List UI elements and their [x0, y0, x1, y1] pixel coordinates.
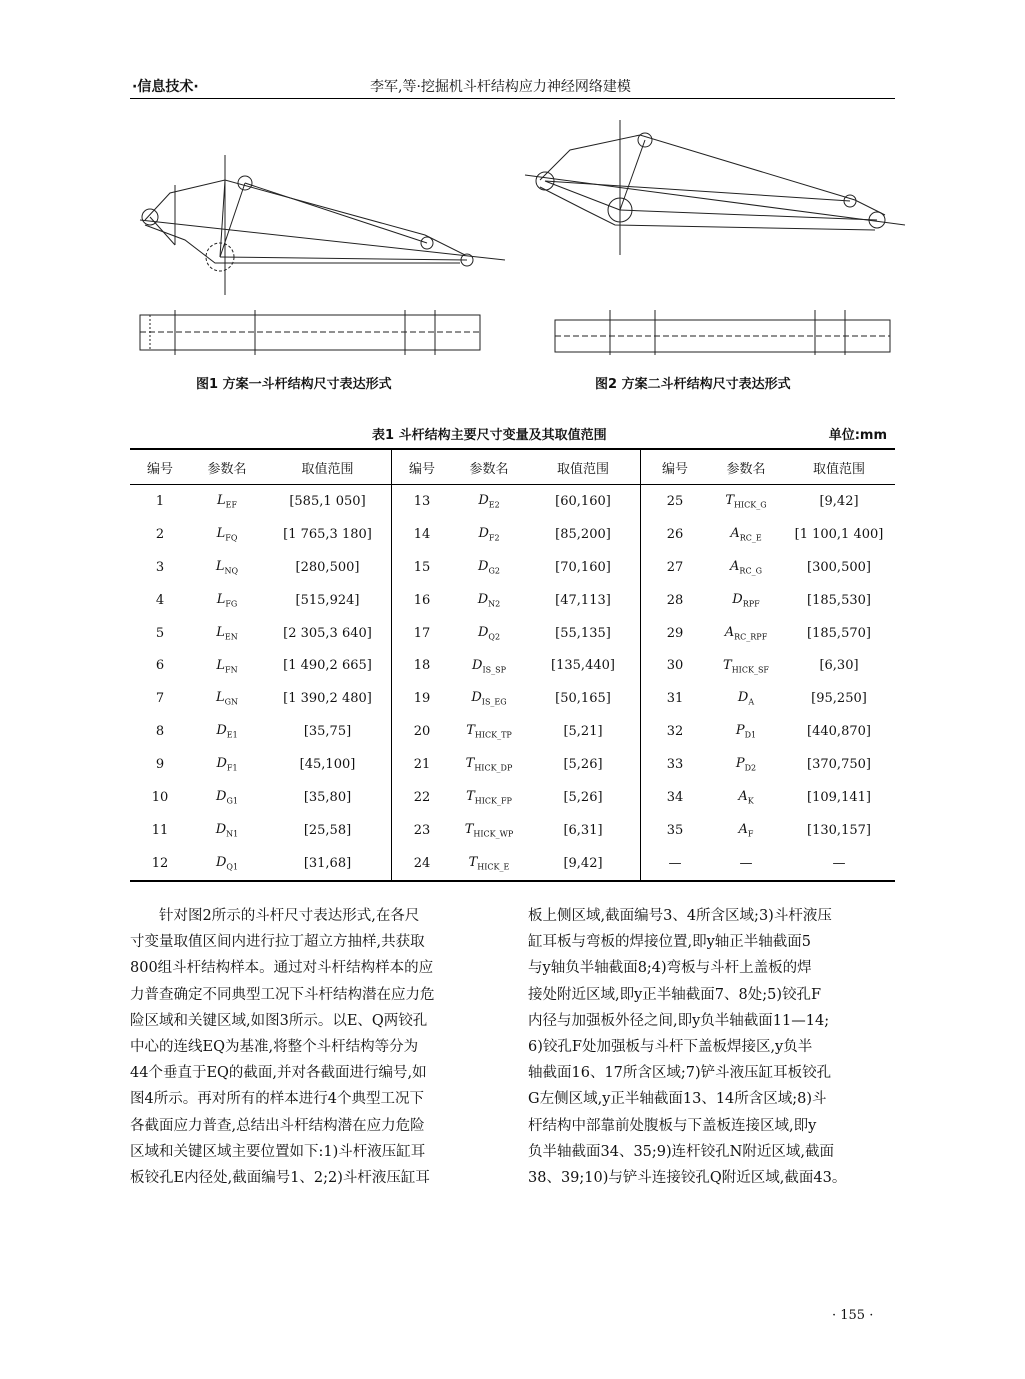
cell-parameter	[452, 649, 526, 682]
cell-range: [185,570]	[807, 625, 871, 641]
cell-parameter	[452, 518, 526, 551]
parameter-subscript: F	[747, 829, 754, 839]
parameter-symbol: T	[464, 822, 474, 838]
parameter-symbol: D	[477, 624, 489, 640]
cell-number: 25	[666, 493, 684, 509]
parameter-subscript: IS_SP	[482, 665, 506, 675]
text-line: 杆结构中部靠前处腹板与下盖板连接区域,即y	[528, 1117, 817, 1134]
parameter-subscript: HICK_SF	[731, 665, 769, 675]
cell-range: [185,530]	[807, 592, 871, 608]
cell-number: 33	[666, 757, 684, 773]
text-line: 800组斗杆结构样本。通过对斗杆结构样本的应	[130, 960, 434, 977]
text-line: 针对图2所示的斗杆尺寸表达形式,在各尺	[159, 908, 420, 924]
table-row	[130, 617, 895, 650]
parameter-symbol: L	[216, 526, 226, 542]
figure-1-caption: 图1 方案一斗杆结构尺寸表达形式	[196, 377, 392, 392]
parameter-symbol: A	[724, 624, 735, 640]
parameter-subscript: HICK_G	[734, 500, 767, 510]
parameter-subscript: IS_EG	[481, 698, 507, 708]
parameter-subscript: EF	[225, 500, 238, 510]
figure-2-drawing	[515, 115, 910, 360]
table-row	[130, 781, 895, 814]
parameter-subscript: F2	[488, 533, 500, 543]
parameter-symbol: D	[216, 723, 227, 739]
text-line: 区域和关键区域主要位置如下:1)斗杆液压缸耳	[130, 1143, 426, 1160]
col-header: 参数名	[452, 449, 526, 485]
cell-range: [55,135]	[526, 617, 641, 650]
cell-parameter	[709, 649, 783, 682]
table-row	[130, 847, 895, 881]
cell-range: [47,113]	[526, 584, 641, 617]
cell-number: 19	[413, 691, 431, 707]
body-right-column	[528, 903, 896, 1191]
table-row	[130, 814, 895, 847]
table-row	[130, 682, 895, 715]
text-line: 与y轴负半轴截面8;4)弯板与斗杆上盖板的焊	[528, 960, 812, 977]
parameter-symbol: —	[739, 855, 753, 871]
cell-range: [280,500]	[264, 551, 392, 584]
cell-number: 11	[151, 822, 169, 838]
text-line: 图4所示。再对所有的样本进行4个典型工况下	[130, 1091, 424, 1108]
cell-range: [370,750]	[807, 757, 871, 773]
cell-number: 21	[413, 757, 431, 773]
parameter-subscript: N1	[226, 829, 239, 839]
parameter-subscript: F1	[226, 763, 238, 773]
cell-parameter	[190, 715, 264, 748]
cell-range: [130,157]	[807, 822, 871, 838]
parameter-symbol: L	[215, 558, 225, 574]
cell-number: 20	[413, 724, 431, 740]
cell-range: [1 390,2 480]	[264, 682, 392, 715]
cell-number: 8	[155, 724, 165, 740]
cell-range: [1 490,2 665]	[264, 649, 392, 682]
cell-number: 12	[130, 847, 190, 881]
cell-range: [5,21]	[526, 715, 641, 748]
parameter-symbol: L	[216, 493, 226, 509]
parameter-subscript: E1	[226, 730, 238, 740]
cell-parameter	[709, 518, 783, 551]
header-rule	[130, 98, 895, 99]
parameter-subscript: EN	[224, 632, 238, 642]
cell-parameter	[452, 584, 526, 617]
cell-number: 16	[413, 592, 431, 608]
parameter-symbol: T	[465, 756, 475, 772]
table-row	[130, 649, 895, 682]
cell-number: 7	[155, 691, 165, 707]
cell-range: [9,42]	[819, 493, 859, 509]
parameter-symbol: L	[216, 591, 226, 607]
parameter-subscript: RPF	[742, 599, 760, 609]
journal-section: ·信息技术·	[132, 79, 199, 95]
table-row	[130, 551, 895, 584]
parameter-symbol: P	[735, 756, 745, 772]
col-header: 取值范围	[526, 449, 641, 485]
cell-number: 24	[392, 847, 453, 881]
cell-range: [515,924]	[264, 584, 392, 617]
figure-2-caption: 图2 方案二斗杆结构尺寸表达形式	[595, 377, 791, 392]
cell-parameter	[190, 518, 264, 551]
cell-range: [45,100]	[264, 748, 392, 781]
cell-number: 27	[666, 559, 684, 575]
parameter-subscript: G2	[488, 566, 500, 576]
parameter-symbol: D	[216, 756, 227, 772]
cell-range: [5,26]	[526, 748, 641, 781]
cell-parameter	[452, 551, 526, 584]
cell-range: [6,31]	[526, 814, 641, 847]
parameter-symbol: T	[468, 854, 478, 870]
parameter-symbol: D	[216, 789, 227, 805]
cell-range: [109,141]	[807, 789, 871, 805]
text-line: G左侧区域,y正半轴截面13、14所含区域;8)斗	[528, 1091, 827, 1108]
parameter-subscript: RC_RPF	[734, 632, 768, 642]
page-number: · 155 ·	[832, 1308, 874, 1323]
parameter-subscript: FN	[225, 665, 238, 675]
table-row	[130, 715, 895, 748]
cell-number: 30	[666, 658, 684, 674]
cell-parameter	[190, 617, 264, 650]
col-header: 参数名	[709, 449, 783, 485]
cell-parameter	[190, 814, 264, 847]
table-body	[130, 485, 895, 881]
text-line: 板铰孔E内径处,截面编号1、2;2)斗杆液压缸耳	[130, 1170, 430, 1187]
cell-range: [60,160]	[526, 485, 641, 518]
cell-range: [35,75]	[264, 715, 392, 748]
running-title: 李军,等·挖掘机斗杆结构应力神经网络建模	[370, 79, 631, 95]
parameter-symbol: T	[466, 723, 475, 739]
table-header-row	[130, 449, 895, 485]
cell-number: 4	[155, 592, 165, 608]
cell-parameter	[452, 485, 526, 518]
cell-parameter	[709, 814, 783, 847]
cell-number: 26	[666, 526, 684, 542]
cell-range: [2 305,3 640]	[264, 617, 392, 650]
cell-range: —	[783, 847, 895, 881]
cell-number: 1	[155, 493, 165, 509]
parameter-symbol: D	[732, 591, 743, 607]
parameter-subscript: FQ	[225, 533, 238, 543]
cell-number: 15	[413, 559, 431, 575]
cell-parameter	[709, 584, 783, 617]
cell-number: 3	[155, 559, 165, 575]
parameter-symbol: A	[738, 789, 748, 805]
col-header: 编号	[392, 449, 453, 485]
cell-parameter	[190, 781, 264, 814]
col-header: 取值范围	[264, 449, 392, 485]
parameter-symbol: D	[478, 493, 489, 509]
cell-parameter	[709, 847, 783, 881]
cell-number: 5	[155, 625, 165, 641]
parameter-subscript: HICK_FP	[474, 796, 512, 806]
parameter-symbol: A	[738, 822, 748, 838]
cell-range: [50,165]	[526, 682, 641, 715]
cell-number: 6	[155, 658, 165, 674]
text-line: 板上侧区域,截面编号3、4所含区域;3)斗杆液压	[528, 908, 832, 924]
cell-parameter	[709, 617, 783, 650]
parameter-symbol: D	[477, 591, 489, 607]
text-line: 各截面应力普查,总结出斗杆结构潜在应力危险	[130, 1117, 425, 1134]
cell-parameter	[709, 715, 783, 748]
parameter-symbol: A	[730, 526, 740, 542]
cell-number: 13	[413, 493, 431, 509]
body-left-column	[130, 903, 498, 1191]
cell-parameter	[452, 715, 526, 748]
parameter-symbol: D	[215, 854, 227, 870]
parameter-subscript: GN	[224, 698, 239, 708]
cell-number: 22	[413, 789, 431, 805]
cell-range: [440,870]	[807, 724, 871, 740]
parameter-symbol: L	[215, 690, 225, 706]
parameter-subscript: D2	[744, 763, 757, 773]
cell-range: [31,68]	[264, 847, 392, 881]
text-line: 寸变量取值区间内进行拉丁超立方抽样,共获取	[130, 934, 425, 951]
cell-parameter	[452, 748, 526, 781]
cell-parameter	[709, 682, 783, 715]
cell-range: [25,58]	[264, 814, 392, 847]
cell-range: [95,250]	[811, 691, 867, 707]
cell-range: [5,26]	[526, 781, 641, 814]
cell-number: 2	[155, 526, 165, 542]
parameter-table	[130, 448, 895, 882]
table-row	[130, 518, 895, 551]
parameter-subscript: HICK_WP	[473, 829, 514, 839]
cell-number: 17	[413, 625, 431, 641]
cell-parameter	[190, 584, 264, 617]
text-line: 缸耳板与弯板的焊接位置,即y轴正半轴截面5	[528, 934, 812, 951]
cell-number: 18	[413, 658, 431, 674]
parameter-subscript: FG	[225, 599, 238, 609]
cell-range: [1 765,3 180]	[264, 518, 392, 551]
cell-parameter	[452, 847, 526, 881]
cell-parameter	[709, 748, 783, 781]
text-line: 轴截面16、17所含区域;7)铲斗液压缸耳板铰孔	[528, 1065, 832, 1082]
cell-range: [585,1 050]	[264, 485, 392, 518]
parameter-subscript: A	[748, 698, 755, 708]
figure-1-drawing	[115, 145, 515, 360]
text-line: 38、39;10)与铲斗连接铰孔Q附近区域,截面43。	[528, 1170, 847, 1187]
parameter-subscript: HICK_TP	[474, 730, 512, 740]
cell-number: 10	[151, 789, 169, 805]
table-title: 表1 斗杆结构主要尺寸变量及其取值范围	[372, 428, 607, 443]
parameter-subscript: HICK_DP	[474, 763, 513, 773]
table-row	[130, 485, 895, 518]
text-line: 6)铰孔F处加强板与斗杆下盖板焊接区,y负半	[528, 1039, 813, 1056]
cell-number: —	[641, 847, 710, 881]
parameter-symbol: T	[466, 789, 475, 805]
text-line: 44个垂直于EQ的截面,并对各截面进行编号,如	[130, 1065, 427, 1082]
cell-range: [9,42]	[526, 847, 641, 881]
text-line: 险区域和关键区域,如图3所示。以E、Q两铰孔	[130, 1012, 428, 1029]
cell-number: 28	[666, 592, 684, 608]
parameter-symbol: L	[216, 624, 225, 640]
parameter-subscript: G1	[226, 796, 238, 806]
cell-number: 9	[155, 757, 165, 773]
cell-parameter	[190, 649, 264, 682]
parameter-subscript: Q2	[488, 632, 501, 642]
parameter-subscript: NQ	[224, 566, 239, 576]
text-line: 内径与加强板外径之间,即y负半轴截面11—14;	[528, 1012, 830, 1029]
parameter-subscript: Q1	[226, 862, 239, 872]
cell-number: 14	[413, 526, 431, 542]
cell-range: [6,30]	[819, 658, 859, 674]
parameter-symbol: T	[723, 657, 732, 673]
cell-number: 35	[666, 822, 684, 838]
parameter-subscript: K	[747, 796, 754, 806]
parameter-symbol: A	[730, 558, 740, 574]
cell-parameter	[709, 781, 783, 814]
text-line: 中心的连线EQ为基准,将整个斗杆结构等分为	[130, 1039, 419, 1056]
parameter-symbol: P	[735, 723, 745, 739]
cell-parameter	[190, 551, 264, 584]
col-header: 参数名	[190, 449, 264, 485]
table-row	[130, 584, 895, 617]
cell-parameter	[190, 682, 264, 715]
cell-parameter	[709, 551, 783, 584]
parameter-symbol: D	[737, 690, 749, 706]
cell-range: [1 100,1 400]	[794, 526, 884, 542]
parameter-symbol: D	[215, 822, 227, 838]
parameter-symbol: T	[725, 493, 735, 509]
parameter-subscript: RC_E	[739, 533, 762, 543]
cell-range: [35,80]	[264, 781, 392, 814]
col-header: 取值范围	[783, 449, 895, 485]
text-line: 接处附近区域,即y正半轴截面7、8处;5)铰孔F	[528, 986, 822, 1003]
parameter-subscript: N2	[488, 599, 501, 609]
text-line: 力普查确定不同典型工况下斗杆结构潜在应力危	[130, 986, 435, 1003]
cell-number: 23	[413, 822, 431, 838]
col-header: 编号	[641, 449, 710, 485]
parameter-symbol: D	[472, 657, 483, 673]
cell-parameter	[190, 847, 264, 881]
cell-parameter	[190, 485, 264, 518]
parameter-symbol: D	[471, 690, 482, 706]
cell-number: 29	[666, 625, 684, 641]
parameter-symbol: D	[478, 526, 489, 542]
cell-parameter	[190, 748, 264, 781]
parameter-subscript: E2	[488, 500, 500, 510]
parameter-subscript: RC_G	[739, 566, 762, 576]
cell-range: [70,160]	[526, 551, 641, 584]
cell-number: 34	[666, 789, 684, 805]
cell-number: 31	[666, 691, 684, 707]
parameter-symbol: L	[216, 657, 226, 673]
cell-range: [135,440]	[526, 649, 641, 682]
cell-number: 32	[666, 724, 684, 740]
table-unit: 单位:mm	[828, 428, 887, 443]
cell-parameter	[452, 814, 526, 847]
table-row	[130, 748, 895, 781]
cell-parameter	[452, 682, 526, 715]
cell-range: [85,200]	[526, 518, 641, 551]
parameter-symbol: D	[478, 558, 489, 574]
parameter-subscript: HICK_E	[477, 862, 510, 872]
parameter-subscript: D1	[744, 730, 757, 740]
cell-parameter	[452, 617, 526, 650]
text-line: 负半轴截面34、35;9)连杆铰孔N附近区域,截面	[528, 1143, 834, 1160]
cell-parameter	[709, 485, 783, 518]
cell-range: [300,500]	[807, 559, 871, 575]
cell-parameter	[452, 781, 526, 814]
col-header: 编号	[130, 449, 190, 485]
